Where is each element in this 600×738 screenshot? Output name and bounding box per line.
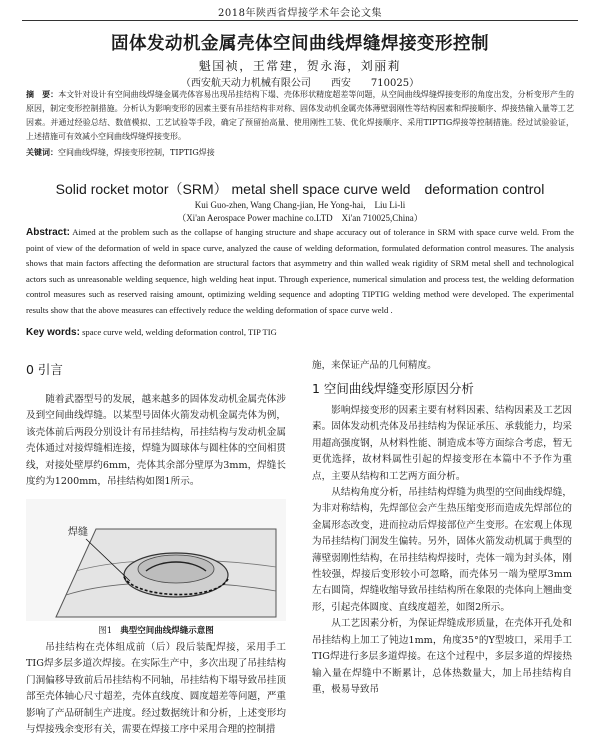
keywords-cn-text: 空间曲线焊缝，焊接变形控制，TIPTIG焊接 xyxy=(58,148,215,157)
affiliation-en: （Xi'an Aerospace Power machine co.LTD Xi'an 710025,China） xyxy=(177,213,423,223)
section-1-paragraph-3: 从工艺因素分析，为保证焊缝成形质量，在壳体开孔处和吊挂结构上加工了钝边1mm，角度35°的Y型坡口，采用手工TIG焊进行多层多道焊接。在这个过程中，多层多道的焊接热输入量在焊缝中不断累计，总体热数量大，加上吊挂结构自重，极易导致吊 xyxy=(312,618,572,695)
keywords-en-text: space curve weld, welding deformation control, TIP TIG xyxy=(82,327,277,337)
right-column-continuation xyxy=(312,358,572,374)
section-1-body xyxy=(312,403,572,698)
header-rule xyxy=(22,20,578,21)
abstract-en-label: Abstract: xyxy=(26,227,70,238)
paper-title-cn: 固体发动机金属壳体空间曲线焊缝焊接变形控制 xyxy=(111,34,489,54)
figure-1 xyxy=(26,499,286,621)
intro-paragraph-1-text: 随着武器型号的发展，越来越多的固体发动机金属壳体涉及到空间曲线焊缝。以某型号固体火箭发动机金属壳体为例，该壳体前后两段分别设计有吊挂结构，吊挂结构与发动机金属壳体通过对接焊缝相连接，焊缝为圆球体与圆柱体的空间相贯线，对接处壁厚约6mm，壳体其余部分壁厚为3mm，焊缝长度约为1200mm，吊挂结构如图1所示。 xyxy=(26,394,286,488)
keywords-cn xyxy=(26,146,574,160)
keywords-en xyxy=(26,325,574,341)
paper-title-en: Solid rocket motor（SRM） metal shell space curve weld deformation control xyxy=(55,181,545,197)
figure-1-caption-text: 典型空间曲线焊缝示意图 xyxy=(120,626,214,636)
continuation-text: 施，来保证产品的几何精度。 xyxy=(312,360,437,371)
affiliation-cn: （西安航天动力机械有限公司 西安 710025） xyxy=(180,78,420,89)
section-0-heading: 0 引言 xyxy=(26,362,63,377)
section-1-paragraph-2: 从结构角度分析，吊挂结构焊缝为典型的空间曲线焊缝，为非对称结构，先焊部位会产生热压缩变形而造成先焊部位的金属形态改变，进而拉动后焊接部位产生变形。在宏观上体现为吊挂结构门洞发生偏转。另外，固体火箭发动机属于典型的薄壁弱刚性结构，在吊挂结构焊接时，壳体一端为封头体，刚性较强，焊接后变形较小可忽略，而壳体另一端为壁厚3mm左右圆筒，焊缝收缩导致吊挂结构所在象限的壳体向上翘曲变形，引起壳体圆度、直线度超差，如图2所示。 xyxy=(312,487,572,613)
abstract-en-text: Aimed at the problem such as the collapse of hanging structure and shape accuracy out of tolerance in SRM with space curve weld. From the point of view of the deformation of weld in space curve, analyzed the cause of welding deformation, formulated deformation control measures. The analysis shows that main factors affecting the deformation are structural factors that asymmetry and thin walled weak rigidity of SRM metal shell and technological actors such as unreasonable welding sequence, high welding heat input. Through experience, numerical simulation and process test, the welding deformation control measures such as reserved raising amount, optimizing welding sequence and adopting TIPTIG welding method were developed. The experimental results show that the above measures can effectively reduce the welding deformation of space curve weld . xyxy=(26,227,574,315)
authors-en: Kui Guo-zhen, Wang Chang-jian, He Yong-hai, Liu Li-li xyxy=(194,200,406,210)
running-head: 2018年陕西省焊接学术年会论文集 xyxy=(218,8,382,19)
figure-1-illustration xyxy=(26,499,286,621)
intro-paragraph-2-text: 吊挂结构在壳体组成前（后）段后装配焊接，采用手工TIG焊多层多道次焊接。在实际生产中，多次出现了吊挂结构门洞偏移导致前后吊挂结构不同轴，吊挂结构下塌导致吊挂顶部至壳体轴心尺寸超差，壳体直线度、圆度超差等问题，严重影响了产品研制生产进度。经过数据统计和分析，上述变形均与焊接残余变形有关，需要在焊接工序中采用合理的控制措 xyxy=(26,642,286,736)
authors-cn: 魁国祯，王常建，贺永海，刘丽莉 xyxy=(198,59,402,73)
figure-1-weld-label: 焊缝 xyxy=(68,527,88,538)
abstract-cn-label: 摘 要： xyxy=(26,90,59,99)
intro-paragraph-2 xyxy=(26,640,286,738)
keywords-en-label: Key words: xyxy=(26,327,80,338)
abstract-cn-text: 本文针对设计有空间曲线焊缝金属壳体容易出现吊挂结构下塌、壳体形状精度超差等问题，从空间曲线焊缝焊接变形的角度出发，分析变形产生的原因，制定变形控制措施。分析认为影响变形的因素主要有吊挂结构非对称、固体发动机金属壳体薄壁弱刚性等结构因素和焊接顺序、焊接热输入量等工艺因素。并通过经验总结、数值模拟、工艺试验等手段，确定了预留抬高量、使用刚性工装、优化焊接顺序、采用TIPTIG焊接等控制措施。经过试验验证，上述措施可有效减小空间曲线焊缝焊接变形。 xyxy=(26,90,575,141)
keywords-cn-label: 关键词： xyxy=(26,148,58,157)
intro-paragraph-1 xyxy=(26,392,286,490)
section-1-heading: 1 空间曲线焊缝变形原因分析 xyxy=(312,381,474,396)
section-1-paragraph-1: 影响焊接变形的因素主要有材料因素、结构因素及工艺因素。固体发动机壳体及吊挂结构为保证承压、承载能力，均采用超高强度钢，从材料性能、制造成本等方面综合考虑，暂无更优选择，故材料属性引起的焊接变形在本篇中不予作为重点，主要从结构和工艺两方面分析。 xyxy=(312,405,572,482)
abstract-en xyxy=(26,225,574,319)
abstract-cn xyxy=(26,88,574,144)
figure-1-caption xyxy=(26,624,286,636)
figure-1-caption-number: 图1 xyxy=(98,626,113,636)
